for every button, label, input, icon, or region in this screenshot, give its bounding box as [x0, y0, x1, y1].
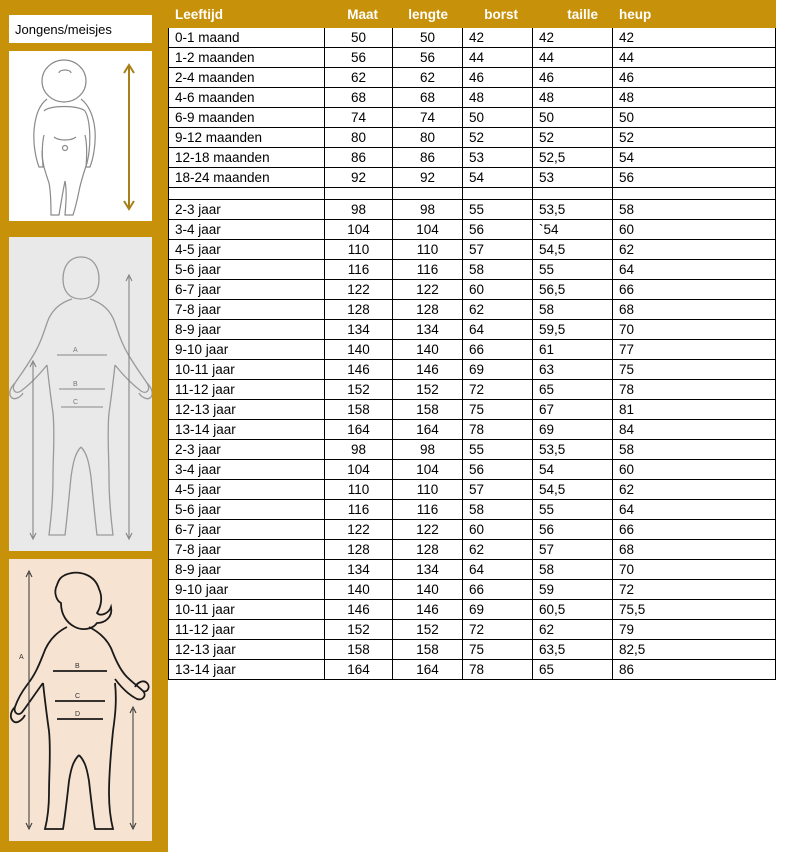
cell-lengte: 80 — [393, 128, 463, 148]
cell-leeftijd: 1-2 maanden — [169, 48, 325, 68]
table-row — [169, 340, 776, 360]
cell-leeftijd: 10-11 jaar — [169, 360, 325, 380]
spacer-cell — [393, 188, 463, 200]
cell-maat: 50 — [325, 28, 393, 48]
table-row — [169, 300, 776, 320]
cell-lengte: 68 — [393, 88, 463, 108]
cell-taille: 56 — [533, 520, 613, 540]
cell-heup: 70 — [613, 560, 776, 580]
cell-maat: 68 — [325, 88, 393, 108]
cell-leeftijd: 0-1 maand — [169, 28, 325, 48]
cell-taille: 54 — [533, 460, 613, 480]
table-row — [169, 148, 776, 168]
cell-maat: 152 — [325, 620, 393, 640]
col-header-heup: heup — [613, 1, 776, 28]
cell-lengte: 104 — [393, 220, 463, 240]
cell-taille: 44 — [533, 48, 613, 68]
cell-maat: 146 — [325, 360, 393, 380]
boy-figure — [8, 236, 153, 552]
cell-maat: 146 — [325, 600, 393, 620]
cell-heup: 79 — [613, 620, 776, 640]
cell-maat: 140 — [325, 340, 393, 360]
cell-maat: 86 — [325, 148, 393, 168]
cell-borst: 62 — [463, 300, 533, 320]
cell-leeftijd: 2-4 maanden — [169, 68, 325, 88]
table-row — [169, 440, 776, 460]
table-row — [169, 260, 776, 280]
cell-heup: 81 — [613, 400, 776, 420]
spacer-cell — [613, 188, 776, 200]
cell-taille: 65 — [533, 380, 613, 400]
cell-heup: 56 — [613, 168, 776, 188]
table-row — [169, 480, 776, 500]
cell-heup: 66 — [613, 520, 776, 540]
cell-leeftijd: 10-11 jaar — [169, 600, 325, 620]
cell-maat: 140 — [325, 580, 393, 600]
cell-maat: 110 — [325, 240, 393, 260]
cell-borst: 62 — [463, 540, 533, 560]
cell-lengte: 98 — [393, 440, 463, 460]
cell-lengte: 164 — [393, 420, 463, 440]
cell-taille: 50 — [533, 108, 613, 128]
cell-borst: 64 — [463, 560, 533, 580]
table-row — [169, 640, 776, 660]
cell-borst: 48 — [463, 88, 533, 108]
cell-maat: 164 — [325, 660, 393, 680]
table-row — [169, 400, 776, 420]
cell-leeftijd: 9-10 jaar — [169, 340, 325, 360]
spacer-cell — [325, 188, 393, 200]
col-header-taille: taille — [533, 1, 613, 28]
cell-heup: 68 — [613, 300, 776, 320]
cell-heup: 70 — [613, 320, 776, 340]
cell-borst: 69 — [463, 360, 533, 380]
table-row — [169, 320, 776, 340]
baby-figure — [8, 50, 153, 222]
cell-leeftijd: 4-6 maanden — [169, 88, 325, 108]
cell-borst: 42 — [463, 28, 533, 48]
cell-borst: 72 — [463, 620, 533, 640]
spacer-cell — [169, 188, 325, 200]
cell-taille: 61 — [533, 340, 613, 360]
svg-text:A: A — [19, 654, 24, 661]
table-row — [169, 200, 776, 220]
cell-lengte: 128 — [393, 540, 463, 560]
cell-lengte: 146 — [393, 360, 463, 380]
table-header-row — [169, 1, 776, 28]
cell-maat: 110 — [325, 480, 393, 500]
cell-heup: 48 — [613, 88, 776, 108]
left-illustration-column — [0, 0, 168, 852]
cell-maat: 128 — [325, 300, 393, 320]
cell-lengte: 122 — [393, 280, 463, 300]
cell-leeftijd: 6-7 jaar — [169, 280, 325, 300]
cell-maat: 116 — [325, 260, 393, 280]
cell-borst: 53 — [463, 148, 533, 168]
cell-heup: 42 — [613, 28, 776, 48]
svg-text:B: B — [75, 663, 80, 670]
cell-leeftijd: 7-8 jaar — [169, 540, 325, 560]
cell-maat: 98 — [325, 440, 393, 460]
boy-figure-icon — [9, 237, 152, 551]
spacer-cell — [463, 188, 533, 200]
cell-lengte: 146 — [393, 600, 463, 620]
table-row — [169, 240, 776, 260]
cell-lengte: 152 — [393, 380, 463, 400]
cell-leeftijd: 2-3 jaar — [169, 440, 325, 460]
cell-leeftijd: 13-14 jaar — [169, 420, 325, 440]
cell-lengte: 164 — [393, 660, 463, 680]
cell-heup: 77 — [613, 340, 776, 360]
cell-maat: 134 — [325, 560, 393, 580]
cell-leeftijd: 8-9 jaar — [169, 320, 325, 340]
svg-text:C: C — [73, 399, 79, 406]
spacer-cell — [533, 188, 613, 200]
cell-leeftijd: 7-8 jaar — [169, 300, 325, 320]
cell-heup: 82,5 — [613, 640, 776, 660]
cell-lengte: 140 — [393, 340, 463, 360]
cell-lengte: 86 — [393, 148, 463, 168]
cell-heup: 58 — [613, 200, 776, 220]
cell-maat: 62 — [325, 68, 393, 88]
cell-lengte: 98 — [393, 200, 463, 220]
cell-heup: 86 — [613, 660, 776, 680]
cell-borst: 50 — [463, 108, 533, 128]
cell-borst: 78 — [463, 420, 533, 440]
col-header-maat: Maat — [325, 1, 393, 28]
cell-heup: 75 — [613, 360, 776, 380]
cell-borst: 69 — [463, 600, 533, 620]
cell-heup: 78 — [613, 380, 776, 400]
table-header — [169, 1, 776, 28]
cell-heup: 60 — [613, 220, 776, 240]
cell-taille: 60,5 — [533, 600, 613, 620]
cell-lengte: 158 — [393, 400, 463, 420]
table-row — [169, 48, 776, 68]
cell-leeftijd: 6-7 jaar — [169, 520, 325, 540]
cell-leeftijd: 6-9 maanden — [169, 108, 325, 128]
cell-taille: 48 — [533, 88, 613, 108]
cell-leeftijd: 4-5 jaar — [169, 240, 325, 260]
cell-lengte: 122 — [393, 520, 463, 540]
cell-heup: 84 — [613, 420, 776, 440]
cell-taille: 53,5 — [533, 440, 613, 460]
cell-borst: 55 — [463, 200, 533, 220]
cell-heup: 64 — [613, 500, 776, 520]
cell-leeftijd: 13-14 jaar — [169, 660, 325, 680]
cell-lengte: 74 — [393, 108, 463, 128]
cell-lengte: 116 — [393, 260, 463, 280]
cell-maat: 164 — [325, 420, 393, 440]
table-row — [169, 580, 776, 600]
cell-leeftijd: 3-4 jaar — [169, 460, 325, 480]
table-row — [169, 540, 776, 560]
cell-taille: 54,5 — [533, 480, 613, 500]
table-row — [169, 500, 776, 520]
cell-borst: 44 — [463, 48, 533, 68]
cell-taille: 42 — [533, 28, 613, 48]
cell-leeftijd: 11-12 jaar — [169, 620, 325, 640]
cell-borst: 75 — [463, 400, 533, 420]
cell-lengte: 50 — [393, 28, 463, 48]
cell-taille: 63 — [533, 360, 613, 380]
cell-taille: 58 — [533, 300, 613, 320]
cell-leeftijd: 8-9 jaar — [169, 560, 325, 580]
table-row — [169, 28, 776, 48]
cell-leeftijd: 12-13 jaar — [169, 400, 325, 420]
cell-borst: 66 — [463, 580, 533, 600]
cell-taille: 57 — [533, 540, 613, 560]
cell-borst: 64 — [463, 320, 533, 340]
cell-heup: 62 — [613, 240, 776, 260]
cell-borst: 60 — [463, 520, 533, 540]
cell-maat: 128 — [325, 540, 393, 560]
cell-heup: 72 — [613, 580, 776, 600]
cell-taille: 46 — [533, 68, 613, 88]
table-row — [169, 520, 776, 540]
cell-lengte: 110 — [393, 240, 463, 260]
cell-borst: 55 — [463, 440, 533, 460]
cell-heup: 75,5 — [613, 600, 776, 620]
table-row — [169, 108, 776, 128]
table-row — [169, 128, 776, 148]
cell-borst: 58 — [463, 260, 533, 280]
cell-taille: 59,5 — [533, 320, 613, 340]
cell-lengte: 158 — [393, 640, 463, 660]
col-header-borst: borst — [463, 1, 533, 28]
cell-lengte: 140 — [393, 580, 463, 600]
cell-taille: 69 — [533, 420, 613, 440]
cell-borst: 72 — [463, 380, 533, 400]
cell-taille: 55 — [533, 500, 613, 520]
cell-taille: 62 — [533, 620, 613, 640]
cell-heup: 64 — [613, 260, 776, 280]
table-row — [169, 420, 776, 440]
cell-leeftijd: 12-18 maanden — [169, 148, 325, 168]
cell-lengte: 134 — [393, 560, 463, 580]
cell-borst: 57 — [463, 240, 533, 260]
baby-figure-icon — [9, 51, 152, 221]
svg-text:B: B — [73, 381, 78, 388]
cell-lengte: 104 — [393, 460, 463, 480]
table-row — [169, 660, 776, 680]
cell-heup: 58 — [613, 440, 776, 460]
cell-leeftijd: 18-24 maanden — [169, 168, 325, 188]
cell-leeftijd: 9-10 jaar — [169, 580, 325, 600]
cell-borst: 58 — [463, 500, 533, 520]
cell-taille: 58 — [533, 560, 613, 580]
cell-heup: 62 — [613, 480, 776, 500]
cell-heup: 60 — [613, 460, 776, 480]
cell-borst: 56 — [463, 460, 533, 480]
table-row — [169, 620, 776, 640]
cell-maat: 152 — [325, 380, 393, 400]
cell-taille: `54 — [533, 220, 613, 240]
cell-maat: 134 — [325, 320, 393, 340]
size-table-container — [168, 0, 793, 852]
cell-leeftijd: 12-13 jaar — [169, 640, 325, 660]
col-header-leeftijd: Leeftijd — [169, 1, 325, 28]
cell-lengte: 62 — [393, 68, 463, 88]
cell-lengte: 152 — [393, 620, 463, 640]
cell-maat: 158 — [325, 640, 393, 660]
cell-heup: 54 — [613, 148, 776, 168]
cell-taille: 54,5 — [533, 240, 613, 260]
table-row — [169, 380, 776, 400]
cell-borst: 57 — [463, 480, 533, 500]
cell-maat: 92 — [325, 168, 393, 188]
cell-heup: 66 — [613, 280, 776, 300]
girl-figure — [8, 558, 153, 842]
cell-borst: 56 — [463, 220, 533, 240]
table-row — [169, 220, 776, 240]
cell-borst: 54 — [463, 168, 533, 188]
table-row — [169, 560, 776, 580]
col-header-lengte: lengte — [393, 1, 463, 28]
cell-leeftijd: 2-3 jaar — [169, 200, 325, 220]
cell-leeftijd: 9-12 maanden — [169, 128, 325, 148]
cell-borst: 75 — [463, 640, 533, 660]
cell-lengte: 92 — [393, 168, 463, 188]
table-body — [169, 28, 776, 680]
cell-heup: 46 — [613, 68, 776, 88]
table-row — [169, 280, 776, 300]
girl-figure-icon — [9, 559, 152, 841]
gender-label-box — [8, 14, 153, 44]
cell-taille: 53,5 — [533, 200, 613, 220]
cell-borst: 46 — [463, 68, 533, 88]
table-row — [169, 600, 776, 620]
cell-borst: 60 — [463, 280, 533, 300]
cell-borst: 52 — [463, 128, 533, 148]
svg-text:D: D — [75, 711, 81, 718]
cell-taille: 53 — [533, 168, 613, 188]
cell-lengte: 110 — [393, 480, 463, 500]
cell-borst: 78 — [463, 660, 533, 680]
cell-lengte: 56 — [393, 48, 463, 68]
cell-maat: 104 — [325, 220, 393, 240]
cell-maat: 158 — [325, 400, 393, 420]
cell-taille: 52 — [533, 128, 613, 148]
cell-lengte: 116 — [393, 500, 463, 520]
cell-lengte: 128 — [393, 300, 463, 320]
cell-maat: 56 — [325, 48, 393, 68]
cell-maat: 122 — [325, 520, 393, 540]
cell-maat: 80 — [325, 128, 393, 148]
table-group-spacer — [169, 188, 776, 200]
table-row — [169, 168, 776, 188]
cell-taille: 67 — [533, 400, 613, 420]
cell-borst: 66 — [463, 340, 533, 360]
cell-maat: 122 — [325, 280, 393, 300]
cell-heup: 68 — [613, 540, 776, 560]
cell-leeftijd: 5-6 jaar — [169, 500, 325, 520]
cell-maat: 116 — [325, 500, 393, 520]
cell-lengte: 134 — [393, 320, 463, 340]
svg-text:C: C — [75, 693, 81, 700]
cell-taille: 59 — [533, 580, 613, 600]
cell-leeftijd: 3-4 jaar — [169, 220, 325, 240]
cell-maat: 98 — [325, 200, 393, 220]
size-table — [168, 0, 776, 680]
cell-heup: 44 — [613, 48, 776, 68]
cell-maat: 104 — [325, 460, 393, 480]
table-row — [169, 360, 776, 380]
cell-heup: 52 — [613, 128, 776, 148]
cell-taille: 52,5 — [533, 148, 613, 168]
table-row — [169, 460, 776, 480]
gender-label: Jongens/meisjes — [15, 21, 112, 37]
cell-leeftijd: 4-5 jaar — [169, 480, 325, 500]
cell-taille: 63,5 — [533, 640, 613, 660]
table-row — [169, 88, 776, 108]
table-row — [169, 68, 776, 88]
cell-taille: 56,5 — [533, 280, 613, 300]
cell-leeftijd: 5-6 jaar — [169, 260, 325, 280]
cell-heup: 50 — [613, 108, 776, 128]
cell-taille: 65 — [533, 660, 613, 680]
cell-taille: 55 — [533, 260, 613, 280]
cell-leeftijd: 11-12 jaar — [169, 380, 325, 400]
cell-maat: 74 — [325, 108, 393, 128]
svg-text:A: A — [73, 347, 78, 354]
